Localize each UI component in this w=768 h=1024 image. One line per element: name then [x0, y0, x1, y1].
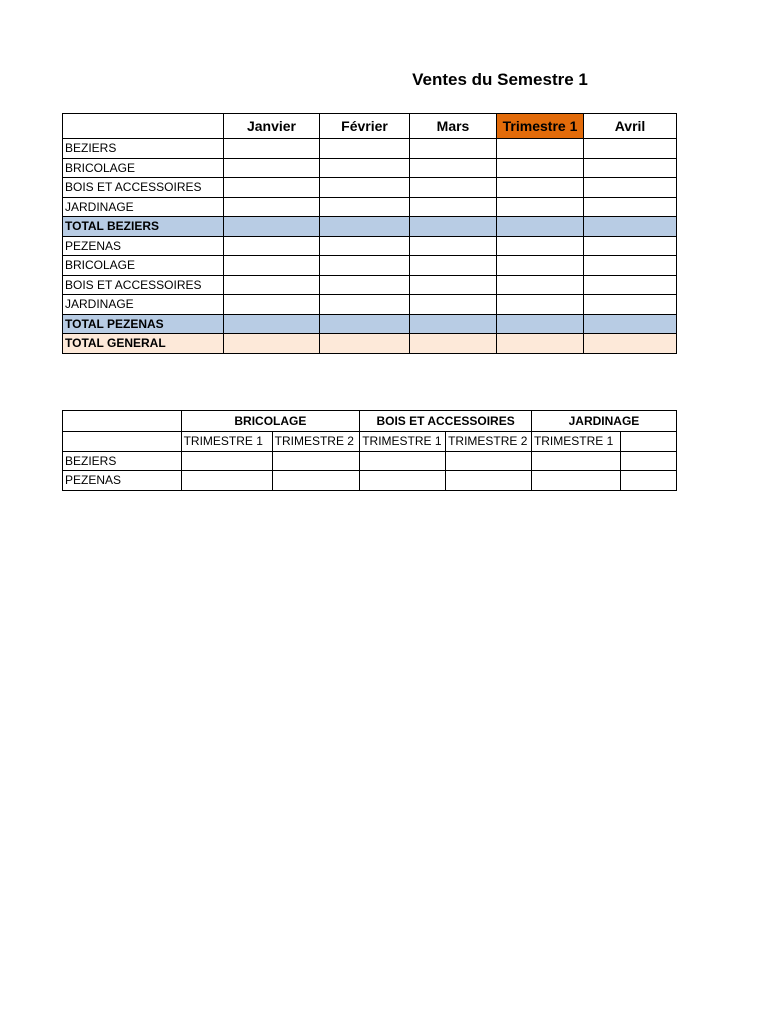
data-cell[interactable]	[410, 139, 497, 159]
row-label[interactable]: BOIS ET ACCESSOIRES	[63, 178, 224, 198]
data-cell[interactable]	[621, 451, 677, 471]
table-header-row	[63, 114, 677, 139]
subheader-corner-cell[interactable]	[63, 432, 182, 452]
data-cell[interactable]	[272, 471, 360, 491]
data-cell[interactable]	[584, 275, 677, 295]
row-label[interactable]: BEZIERS	[63, 451, 182, 471]
table-row	[63, 295, 677, 315]
data-cell[interactable]	[224, 158, 320, 178]
table-row	[63, 471, 677, 491]
data-cell[interactable]	[320, 334, 410, 354]
data-cell[interactable]	[272, 451, 360, 471]
group-header-bricolage[interactable]: BRICOLAGE	[181, 411, 360, 432]
subheader-row	[63, 432, 677, 452]
data-cell[interactable]	[584, 334, 677, 354]
data-cell[interactable]	[584, 139, 677, 159]
data-cell[interactable]	[584, 256, 677, 276]
data-cell[interactable]	[621, 471, 677, 491]
header-corner-cell[interactable]	[63, 411, 182, 432]
table-row	[63, 256, 677, 276]
data-cell[interactable]	[410, 275, 497, 295]
row-label[interactable]: TOTAL GENERAL	[63, 334, 224, 354]
table-row	[63, 236, 677, 256]
grand-total-row	[63, 334, 677, 354]
subheader-cell[interactable]: TRIMESTRE 2	[272, 432, 360, 452]
row-label[interactable]: TOTAL BEZIERS	[63, 217, 224, 237]
data-cell[interactable]	[224, 236, 320, 256]
data-cell[interactable]	[497, 139, 584, 159]
data-cell[interactable]	[224, 139, 320, 159]
total-row	[63, 217, 677, 237]
subheader-cell[interactable]: TRIMESTRE 1	[360, 432, 446, 452]
data-cell[interactable]	[320, 139, 410, 159]
data-cell[interactable]	[320, 178, 410, 198]
data-cell[interactable]	[410, 334, 497, 354]
data-cell[interactable]	[224, 275, 320, 295]
data-cell[interactable]	[497, 158, 584, 178]
data-cell[interactable]	[224, 314, 320, 334]
data-cell[interactable]	[410, 236, 497, 256]
data-cell[interactable]	[224, 178, 320, 198]
data-cell[interactable]	[584, 158, 677, 178]
data-cell[interactable]	[320, 256, 410, 276]
row-label[interactable]: PEZENAS	[63, 471, 182, 491]
data-cell[interactable]	[410, 197, 497, 217]
row-label[interactable]: BOIS ET ACCESSOIRES	[63, 275, 224, 295]
header-mars[interactable]: Mars	[410, 114, 497, 139]
header-corner-cell[interactable]	[63, 114, 224, 139]
monthly-sales-table	[62, 113, 677, 354]
data-cell[interactable]	[531, 471, 620, 491]
data-cell[interactable]	[224, 256, 320, 276]
header-janvier[interactable]: Janvier	[224, 114, 320, 139]
data-cell[interactable]	[410, 256, 497, 276]
data-cell[interactable]	[497, 334, 584, 354]
group-header-row	[63, 411, 677, 432]
sales-table-viewport	[62, 113, 677, 355]
data-cell[interactable]	[181, 471, 272, 491]
row-label[interactable]: JARDINAGE	[63, 295, 224, 315]
data-cell[interactable]	[497, 256, 584, 276]
data-cell[interactable]	[497, 275, 584, 295]
data-cell[interactable]	[410, 178, 497, 198]
group-header-jardinage[interactable]: JARDINAGE	[531, 411, 676, 432]
data-cell[interactable]	[224, 197, 320, 217]
data-cell[interactable]	[410, 158, 497, 178]
data-cell[interactable]	[320, 314, 410, 334]
data-cell[interactable]	[497, 197, 584, 217]
data-cell[interactable]	[497, 217, 584, 237]
data-cell[interactable]	[224, 334, 320, 354]
group-header-bois-accessoires[interactable]: BOIS ET ACCESSOIRES	[360, 411, 532, 432]
data-cell[interactable]	[497, 295, 584, 315]
data-cell[interactable]	[320, 158, 410, 178]
data-cell[interactable]	[584, 217, 677, 237]
data-cell[interactable]	[360, 471, 446, 491]
sheet-title: Ventes du Semestre 1	[412, 70, 588, 89]
data-cell[interactable]	[584, 295, 677, 315]
data-cell[interactable]	[584, 178, 677, 198]
data-cell[interactable]	[320, 295, 410, 315]
table-row	[63, 197, 677, 217]
header-avril[interactable]: Avril	[584, 114, 677, 139]
data-cell[interactable]	[446, 451, 532, 471]
category-table-viewport	[62, 410, 677, 492]
data-cell[interactable]	[224, 295, 320, 315]
category-quarter-table	[62, 410, 677, 491]
data-cell[interactable]	[224, 217, 320, 237]
total-row	[63, 314, 677, 334]
data-cell[interactable]	[320, 217, 410, 237]
row-label[interactable]: BEZIERS	[63, 139, 224, 159]
subheader-cell[interactable]: TRIMESTRE 2	[446, 432, 532, 452]
data-cell[interactable]	[584, 236, 677, 256]
row-label[interactable]: BRICOLAGE	[63, 256, 224, 276]
subheader-cell[interactable]: TRIMESTRE 1	[531, 432, 620, 452]
data-cell[interactable]	[320, 275, 410, 295]
subheader-cell[interactable]: TRIMESTRE 1	[181, 432, 272, 452]
row-label[interactable]: PEZENAS	[63, 236, 224, 256]
data-cell[interactable]	[181, 451, 272, 471]
row-label[interactable]: TOTAL PEZENAS	[63, 314, 224, 334]
header-fevrier[interactable]: Février	[320, 114, 410, 139]
data-cell[interactable]	[410, 295, 497, 315]
data-cell[interactable]	[584, 197, 677, 217]
row-label[interactable]: BRICOLAGE	[63, 158, 224, 178]
table-row	[63, 275, 677, 295]
data-cell[interactable]	[360, 451, 446, 471]
row-label[interactable]: JARDINAGE	[63, 197, 224, 217]
data-cell[interactable]	[497, 314, 584, 334]
data-cell[interactable]	[320, 236, 410, 256]
data-cell[interactable]	[446, 471, 532, 491]
data-cell[interactable]	[497, 178, 584, 198]
table-row	[63, 451, 677, 471]
table-row	[63, 139, 677, 159]
data-cell[interactable]	[584, 314, 677, 334]
data-cell[interactable]	[497, 236, 584, 256]
data-cell[interactable]	[410, 314, 497, 334]
data-cell[interactable]	[320, 197, 410, 217]
header-trimestre-1[interactable]: Trimestre 1	[497, 114, 584, 139]
data-cell[interactable]	[531, 451, 620, 471]
subheader-cell[interactable]	[621, 432, 677, 452]
data-cell[interactable]	[410, 217, 497, 237]
table-row	[63, 178, 677, 198]
table-row	[63, 158, 677, 178]
